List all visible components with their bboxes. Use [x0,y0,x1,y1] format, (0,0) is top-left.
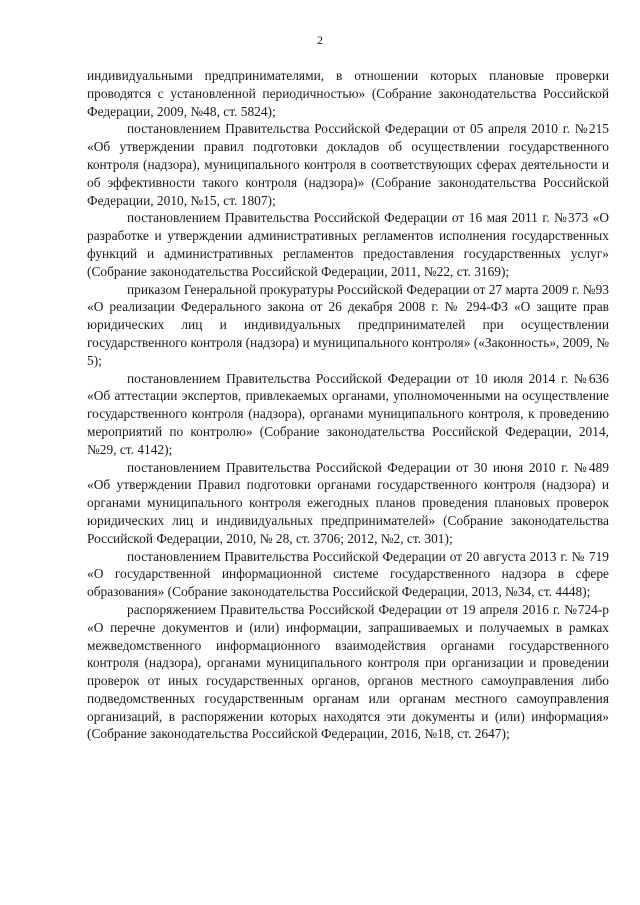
paragraph-1: индивидуальными предпринимателями, в отношении которых плановые проверки проводятся с установленной периодичностью» (Собрание законодательства Российской Федерации, 2009, №48, ст. 5824); [87,68,609,119]
paragraph-4: приказом Генеральной прокуратуры Российской Федерации от 27 марта 2009 г. №93 «О реализации Федерального закона от 26 декабря 2008 г. № 294-ФЗ «О защите прав юридических лиц и индивидуальных предпринимателей при осуществлении государственного контроля (надзора) и муниципального контроля» («Законность», 2009, № 5); [87,281,609,368]
paragraph-6: постановлением Правительства Российской Федерации от 30 июня 2010 г. №489 «Об утверждении Правил подготовки органами государственного контроля (надзора) и органами муниципального контроля ежегодных планов проведения плановых проверок юридических лиц и индивидуальных предпринимателей» (Собрание законодательства Российской Федерации, 2010, № 28, ст. 3706; 2012, №2, ст. 301); [87,459,609,546]
page-number: 2 [317,33,323,47]
paragraph-7: постановлением Правительства Российской Федерации от 20 августа 2013 г. № 719 «О государственной информационной системе государственного надзора в сфере образования» (Собрание законодательства Российской Федерации, 2013, №34, ст. 4448); [87,548,609,600]
paragraph-5: постановлением Правительства Российской Федерации от 10 июля 2014 г. №636 «Об аттестации экспертов, привлекаемых органами, уполномоченными на осуществление государственного контроля (надзора), органами муниципального контроля, к проведению мероприятий по контролю» (Собрание законодательства Российской Федерации, 2014, №29, ст. 4142); [87,370,609,457]
paragraph-8: распоряжением Правительства Российской Федерации от 19 апреля 2016 г. №724-р «О перечне документов и (или) информации, запрашиваемых и получаемых в рамках межведомственного информационного взаимодействия органами государственного контроля (надзора), органами муниципального контроля при организации и проведении проверок от иных государственных органов, органов местного самоуправления либо подведомственных государственным органам или органам местного самоуправления организаций, в распоряжении которых находятся эти документы и (или) информация» (Собрание законодательства Российской Федерации, 2016, №18, ст. 2647); [87,601,609,742]
paragraph-2: постановлением Правительства Российской Федерации от 05 апреля 2010 г. №215 «Об утверждении правил подготовки докладов об осуществлении государственного контроля (надзора), муниципального контроля в соответствующих сферах деятельности и об эффективности такого контроля (надзора)» (Собрание законодательства Российской Федерации, 2010, №15, ст. 1807); [87,121,609,208]
paragraph-3: постановлением Правительства Российской Федерации от 16 мая 2011 г. №373 «О разработке и утверждении административных регламентов исполнения государственных функций и административных регламентов предоставления государственных услуг» (Собрание законодательства Российской Федерации, 2011, №22, ст. 3169); [87,210,609,279]
document-body [87,67,609,743]
